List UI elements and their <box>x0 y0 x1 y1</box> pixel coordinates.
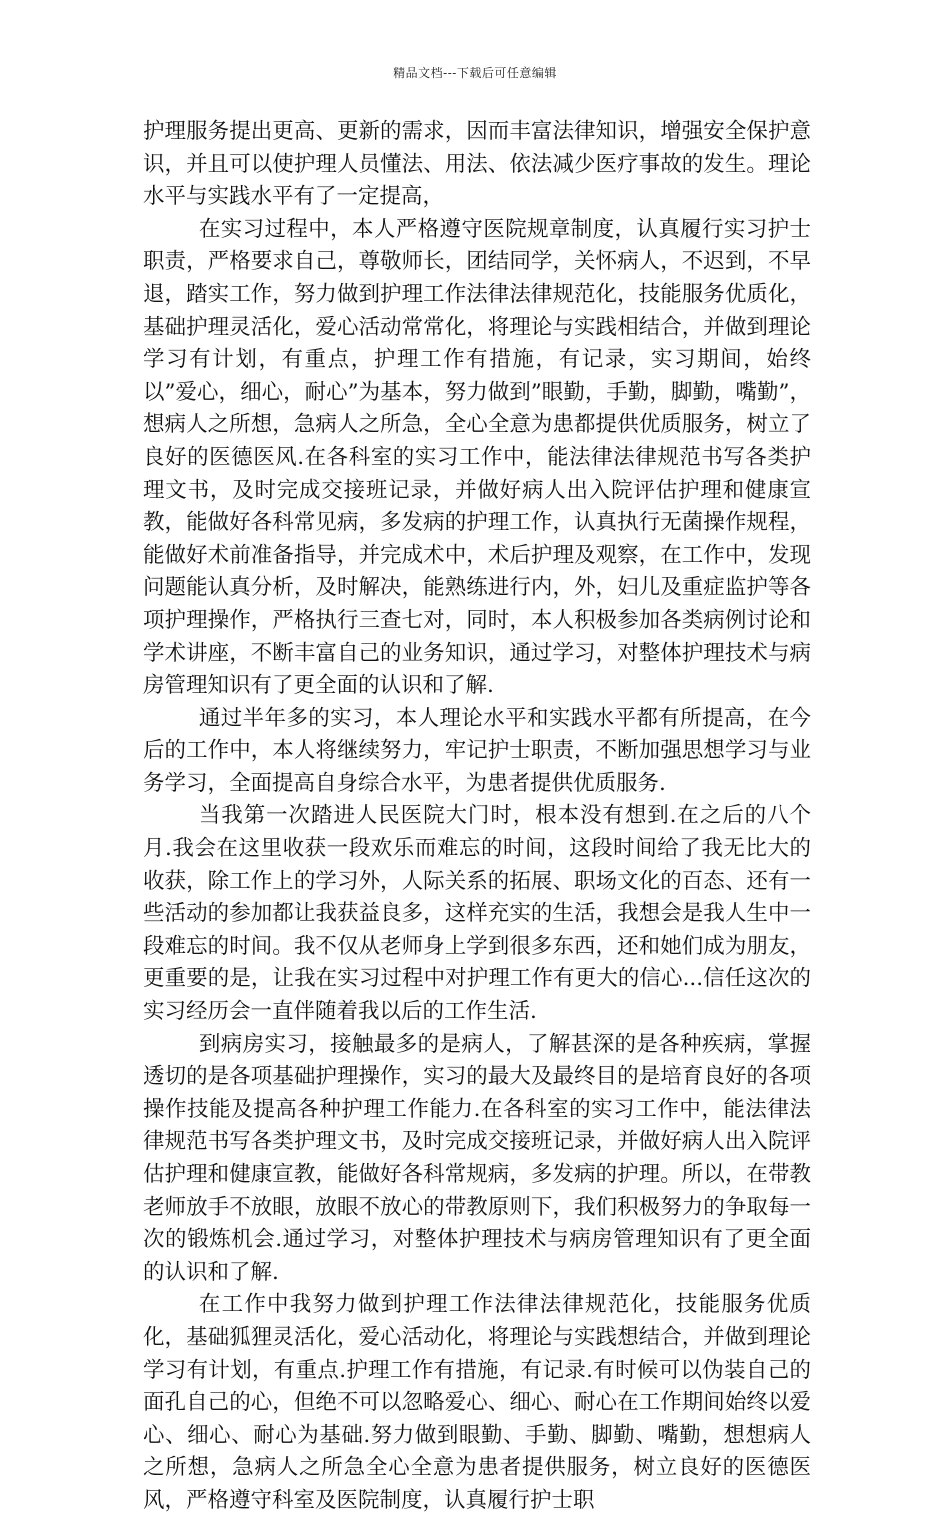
paragraph-1: 护理服务提出更高、更新的需求，因而丰富法律知识，增强安全保护意识，并且可以使护理人员懂法、用法、依法减少医疗事故的发生。理论水平与实践水平有了一定提高， <box>143 119 811 210</box>
paragraph-4: 当我第一次踏进人民医院大门时，根本没有想到.在之后的八个月.我会在这里收获一段欢乐而难忘的时间，这段时间给了我无比大的收获，除工作上的学习外，人际关系的拓展、职场文化的百态、还有一些活动的参加都让我获益良多，这样充实的生活，我想会是我人生中一段难忘的时间。我不仅从老师身上学到很多东西，还和她们成为朋友，更重要的是，让我在实习过程中对护理工作有更大的信心...信任这次的实习经历会一直伴随着我以后的工作生活. <box>143 803 811 1025</box>
paragraph-6: 在工作中我努力做到护理工作法律法律规范化，技能服务优质化，基础狐狸灵活化，爱心活动化，将理论与实践想结合，并做到理论学习有计划，有重点.护理工作有措施，有记录.有时候可以伪装自己的面孔自己的心，但绝不可以忽略爱心、细心、耐心在工作期间始终以爱心、细心、耐心为基础.努力做到眼勤、手勤、脚勤、嘴勤，想想病人之所想，急病人之所急全心全意为患者提供服务，树立良好的医德医风，严格遵守科室及医院制度，认真履行护士职 <box>143 1292 811 1513</box>
paragraph-3: 通过半年多的实习，本人理论水平和实践水平都有所提高，在今后的工作中，本人将继续努力，牢记护士职责，不断加强思想学习与业务学习，全面提高自身综合水平，为患者提供优质服务. <box>143 705 811 796</box>
paragraph-5: 到病房实习，接触最多的是病人，了解甚深的是各种疾病，掌握透切的是各项基础护理操作，实习的最大及最终目的是培育良好的各项操作技能及提高各种护理工作能力.在各科室的实习工作中，能法律法律规范书写各类护理文书，及时完成交接班记录，并做好病人出入院评估护理和健康宣教，能做好各科常规病，多发病的护理。所以，在带教老师放手不放眼，放眼不放心的带教原则下，我们积极努力的争取每一次的锻炼机会.通过学习，对整体护理技术与病房管理知识有了更全面的认识和了解. <box>143 1031 811 1285</box>
paragraph-2: 在实习过程中，本人严格遵守医院规章制度，认真履行实习护士职责，严格要求自己，尊敬师长，团结同学，关怀病人，不迟到，不早退，踏实工作，努力做到护理工作法律法律规范化，技能服务优质化，基础护理灵活化，爱心活动常常化，将理论与实践相结合，并做到理论学习有计划，有重点，护理工作有措施，有记录，实习期间，始终以”爱心，细心，耐心”为基本，努力做到”眼勤，手勤，脚勤，嘴勤”，想病人之所想，急病人之所急，全心全意为患都提供优质服务，树立了良好的医德医风.在各科室的实习工作中，能法律法律规范书写各类护理文书，及时完成交接班记录，并做好病人出入院评估护理和健康宣教，能做好各科常见病，多发病的护理工作，认真执行无菌操作规程，能做好术前准备指导，并完成术中，术后护理及观察，在工作中，发现问题能认真分析，及时解决，能熟练进行内，外，妇儿及重症监护等各项护理操作，严格执行三查七对，同时，本人积极参加各类病例讨论和学术讲座，不断丰富自己的业务知识，通过学习，对整体护理技术与病房管理知识有了更全面的认识和了解. <box>143 216 811 699</box>
page-header: 精品文档---下载后可任意编辑 <box>393 66 557 80</box>
document-body <box>143 116 811 1518</box>
